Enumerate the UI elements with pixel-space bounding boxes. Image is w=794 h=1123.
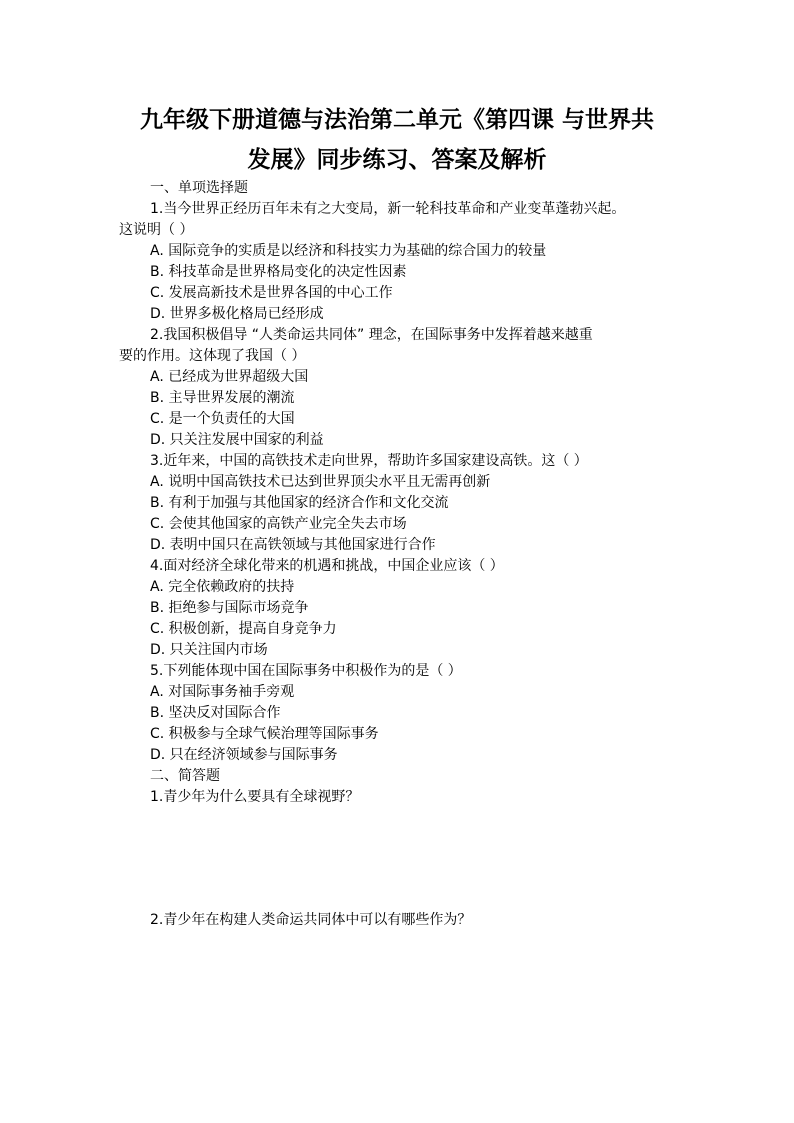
question-5-option-a: A. 对国际事务袖手旁观: [150, 684, 295, 700]
short-answer-question-2: 2.青少年在构建人类命运共同体中可以有哪些作为？: [150, 912, 472, 928]
question-4-option-a: A. 完全依赖政府的扶持: [150, 579, 295, 595]
question-2-option-a: A. 已经成为世界超级大国: [150, 369, 309, 385]
question-3-option-d: D. 表明中国只在高铁领域与其他国家进行合作: [150, 537, 436, 553]
question-4-option-d: D. 只关注国内市场: [150, 642, 268, 658]
question-4-option-b: B. 拒绝参与国际市场竞争: [150, 600, 309, 616]
question-5-option-c: C. 积极参与全球气候治理等国际事务: [150, 726, 379, 742]
short-answer-question-1: 1.青少年为什么要具有全球视野？: [150, 789, 360, 805]
question-2-stem: 2.我国积极倡导 “人类命运共同体” 理念，在国际事务中发挥着越来越重: [150, 327, 593, 343]
question-5-option-b: B. 坚决反对国际合作: [150, 705, 281, 721]
question-3-option-b: B. 有利于加强与其他国家的经济合作和文化交流: [150, 495, 449, 511]
question-2-stem-cont: 要的作用。这体现了我国（ ）: [119, 348, 306, 364]
question-2-option-d: D. 只关注发展中国家的利益: [150, 432, 324, 448]
question-1-option-a: A. 国际竞争的实质是以经济和科技实力为基础的综合国力的较量: [150, 243, 547, 259]
question-2-option-b: B. 主导世界发展的潮流: [150, 390, 295, 406]
document-title-line-2: 发展》同步练习、答案及解析: [247, 146, 547, 173]
section-heading-short-answer: 二、简答题: [150, 768, 220, 784]
question-5-stem: 5.下列能体现中国在国际事务中积极作为的是（ ）: [150, 663, 462, 679]
section-heading-choice: 一、单项选择题: [150, 180, 248, 196]
question-3-option-a: A. 说明中国高铁技术已达到世界顶尖水平且无需再创新: [150, 474, 491, 490]
question-1-stem: 1.当今世界正经历百年未有之大变局，新一轮科技革命和产业变革蓬勃兴起。: [150, 201, 626, 217]
question-3-stem: 3.近年来，中国的高铁技术走向世界，帮助许多国家建设高铁。这（ ）: [150, 453, 588, 469]
question-2-option-c: C. 是一个负责任的大国: [150, 411, 295, 427]
question-1-option-c: C. 发展高新技术是世界各国的中心工作: [150, 285, 393, 301]
question-1-option-b: B. 科技革命是世界格局变化的决定性因素: [150, 264, 407, 280]
question-1-option-d: D. 世界多极化格局已经形成: [150, 306, 324, 322]
question-1-stem-cont: 这说明（ ）: [119, 222, 194, 238]
question-5-option-d: D. 只在经济领域参与国际事务: [150, 747, 338, 763]
question-4-option-c: C. 积极创新，提高自身竞争力: [150, 621, 337, 637]
question-4-stem: 4.面对经济全球化带来的机遇和挑战，中国企业应该（ ）: [150, 558, 504, 574]
document-title-line-1: 九年级下册道德与法治第二单元《第四课 与世界共: [139, 106, 654, 133]
question-3-option-c: C. 会使其他国家的高铁产业完全失去市场: [150, 516, 407, 532]
